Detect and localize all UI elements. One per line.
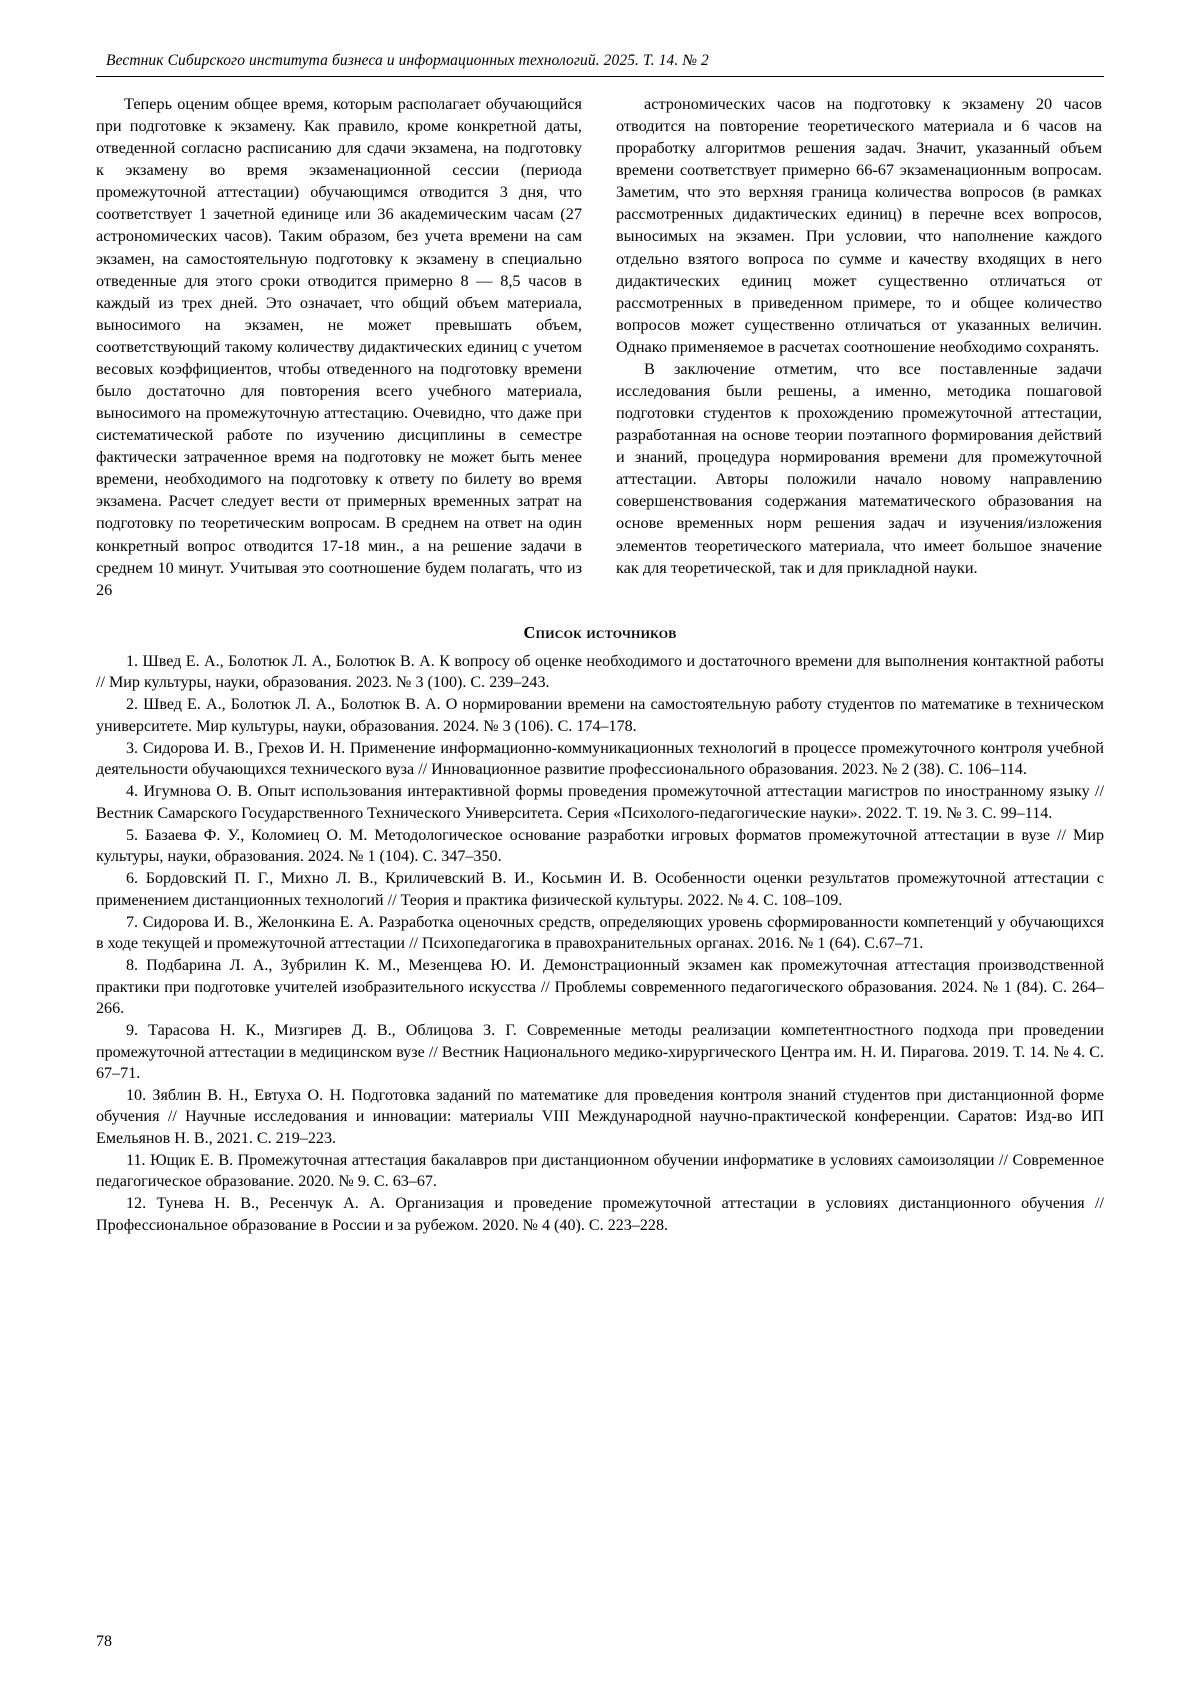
reference-item: 5. Базаева Ф. У., Коломиец О. М. Методологическое основание разработки игровых форматов промежуточной аттестации в вузе // Мир культуры, науки, образования. 2024. № 1 (104). С. 347–350. xyxy=(96,826,1104,866)
right-column xyxy=(616,93,1102,579)
reference-item: 7. Сидорова И. В., Желонкина Е. А. Разработка оценочных средств, определяющих уровень сформированности компетенций у обучающихся в ходе текущей и промежуточной аттестации // Психопедагогика в правохранительных органах. 2016. № 1 (64). С.67–71. xyxy=(96,913,1104,953)
reference-item: 1. Швед Е. А., Болотюк Л. А., Болотюк В. А. К вопросу об оценке необходимого и достаточного времени для выполнения контактной работы // Мир культуры, науки, образования. 2023. № 3 (100). С. 239–243. xyxy=(96,652,1104,692)
references-list xyxy=(96,651,1104,1237)
left-column xyxy=(96,93,582,601)
references-heading: Список источников xyxy=(523,622,677,642)
reference-item: 10. Зяблин В. Н., Евтуха О. Н. Подготовка заданий по математике для проведения контроля знаний студентов при дистанционной форме обучения // Научные исследования и инновации: материалы VIII Международной научно-практической конференции. Саратов: Изд-во ИП Емельянов Н. В., 2021. С. 219–223. xyxy=(96,1086,1104,1147)
reference-item: 11. Ющик Е. В. Промежуточная аттестация бакалавров при дистанционном обучении информатике в условиях самоизоляции // Современное педагогическое образование. 2020. № 9. С. 63–67. xyxy=(96,1151,1104,1191)
reference-item: 12. Тунева Н. В., Ресенчук А. А. Организация и проведение промежуточной аттестации в условиях дистанционного обучения // Профессиональное образование в России и за рубежом. 2020. № 4 (40). С. 223–228. xyxy=(96,1195,1104,1234)
reference-item: 4. Игумнова О. В. Опыт использования интерактивной формы проведения промежуточной аттестации магистров по иностранному языку // Вестник Самарского Государственного Технического Университета. Серия «Психолого-педагогические науки». 2022. Т. 19. № 3. С. 99–114. xyxy=(96,783,1104,822)
two-column-body xyxy=(96,93,1104,601)
reference-item: 6. Бордовский П. Г., Михно Л. В., Криличевский В. И., Косьмин И. В. Особенности оценки результатов промежуточной аттестации с применением дистанционных технологий // Теория и практика физической культуры. 2022. № 4. С. 108–109. xyxy=(96,870,1104,909)
reference-item: 3. Сидорова И. В., Грехов И. Н. Применение информационно-коммуникационных технологий в процессе промежуточного контроля учебной деятельности обучающихся технического вуза // Инновационное развитие профессионального образования. 2023. № 2 (38). С. 106–114. xyxy=(96,739,1104,779)
right-column-paragraph-1: астрономических часов на подготовку к экзамену 20 часов отводится на повторение теоретического материала и 6 часов на проработку алгоритмов решения задач. Значит, указанный объем времени соответствует примерно 66-67 экзаменационным вопросам. Заметим, что это верхняя граница количества вопросов (в рамках рассмотренных дидактических единиц) в перечне всех вопросов, выносимых на экзамен. При условии, что наполнение каждого отдельно взятого вопроса по сумме и качеству входящих в него дидактических единиц может существенно отличаться от рассмотренных в приведенном примере, то и общее количество вопросов может существенно отличаться от указанных величин. Однако применяемое в расчетах соотношение необходимо сохранять. xyxy=(616,94,1102,356)
reference-item: 9. Тарасова Н. К., Мизгирев Д. В., Облицова З. Г. Современные методы реализации компетентностного подхода при проведении промежуточной аттестации в медицинском вузе // Вестник Национального медико-хирургического Центра им. Н. И. Пирагова. 2019. Т. 14. № 4. С. 67–71. xyxy=(96,1022,1104,1082)
header-divider xyxy=(96,76,1104,77)
left-column-paragraph: Теперь оценим общее время, которым располагает обучающийся при подготовке к экзамену. Как правило, кроме конкретной даты, отведенной согласно расписанию для сдачи экзамена, на подготовку к экзамену во время экзаменационной сессии (периода промежуточной аттестации) обучающимся отводится 3 дня, что соответствует 1 зачетной единице или 36 академическим часам (27 астрономических часов). Таким образом, без учета времени на сам экзамен, на самостоятельную подготовку к экзамену в специально отведенные для этого сроки отводится примерно 8 — 8,5 часов в каждый из трех дней. Это означает, что общий объем материала, выносимого на экзамен, не может превышать объем, соответствующий такому количеству дидактических единиц с учетом весовых коэффициентов, чтобы отведенного на подготовку времени было достаточно для повторения всего учебного материала, выносимого на промежуточную аттестацию. Очевидно, что даже при систематической работе по изучению дисциплины в семестре фактически затраченное время на подготовку не может быть менее времени, необходимого на подготовку к ответу по билету во время экзамена. Расчет следует вести от примерных временных затрат на подготовку по теоретическим вопросам. В среднем на ответ на один конкретный вопрос отводится 17-18 мин., а на решение задачи в среднем 10 минут. Учитывая это соотношение будем полагать, что из 26 xyxy=(96,94,582,599)
running-head: Вестник Сибирского института бизнеса и информационных технологий. 2025. Т. 14. № 2 xyxy=(106,52,709,69)
page-number: 78 xyxy=(96,1633,112,1650)
right-column-paragraph-2: В заключение отметим, что все поставленные задачи исследования были решены, а именно, методика пошаговой подготовки студентов к прохождению промежуточной аттестации, разработанная на основе теории поэтапного формирования действий и знаний, процедура нормирования времени для промежуточной аттестации. Авторы положили начало новому направлению совершенствования содержания математического образования на основе временных норм решения задач и изучения/изложения элементов теоретического материала, что имеет большое значение как для теоретической, так и для прикладной науки. xyxy=(616,358,1102,577)
reference-item: 8. Подбарина Л. А., Зубрилин К. М., Мезенцева Ю. И. Демонстрационный экзамен как промежуточная аттестация производственной практики при подготовке учителей изобразительного искусства // Проблемы современного педагогического образования. 2024. № 1 (84). С. 264–266. xyxy=(96,957,1104,1018)
reference-item: 2. Швед Е. А., Болотюк Л. А., Болотюк В. А. О нормировании времени на самостоятельную работу студентов по математике в техническом университете. Мир культуры, науки, образования. 2024. № 3 (106). С. 174–178. xyxy=(96,696,1104,735)
